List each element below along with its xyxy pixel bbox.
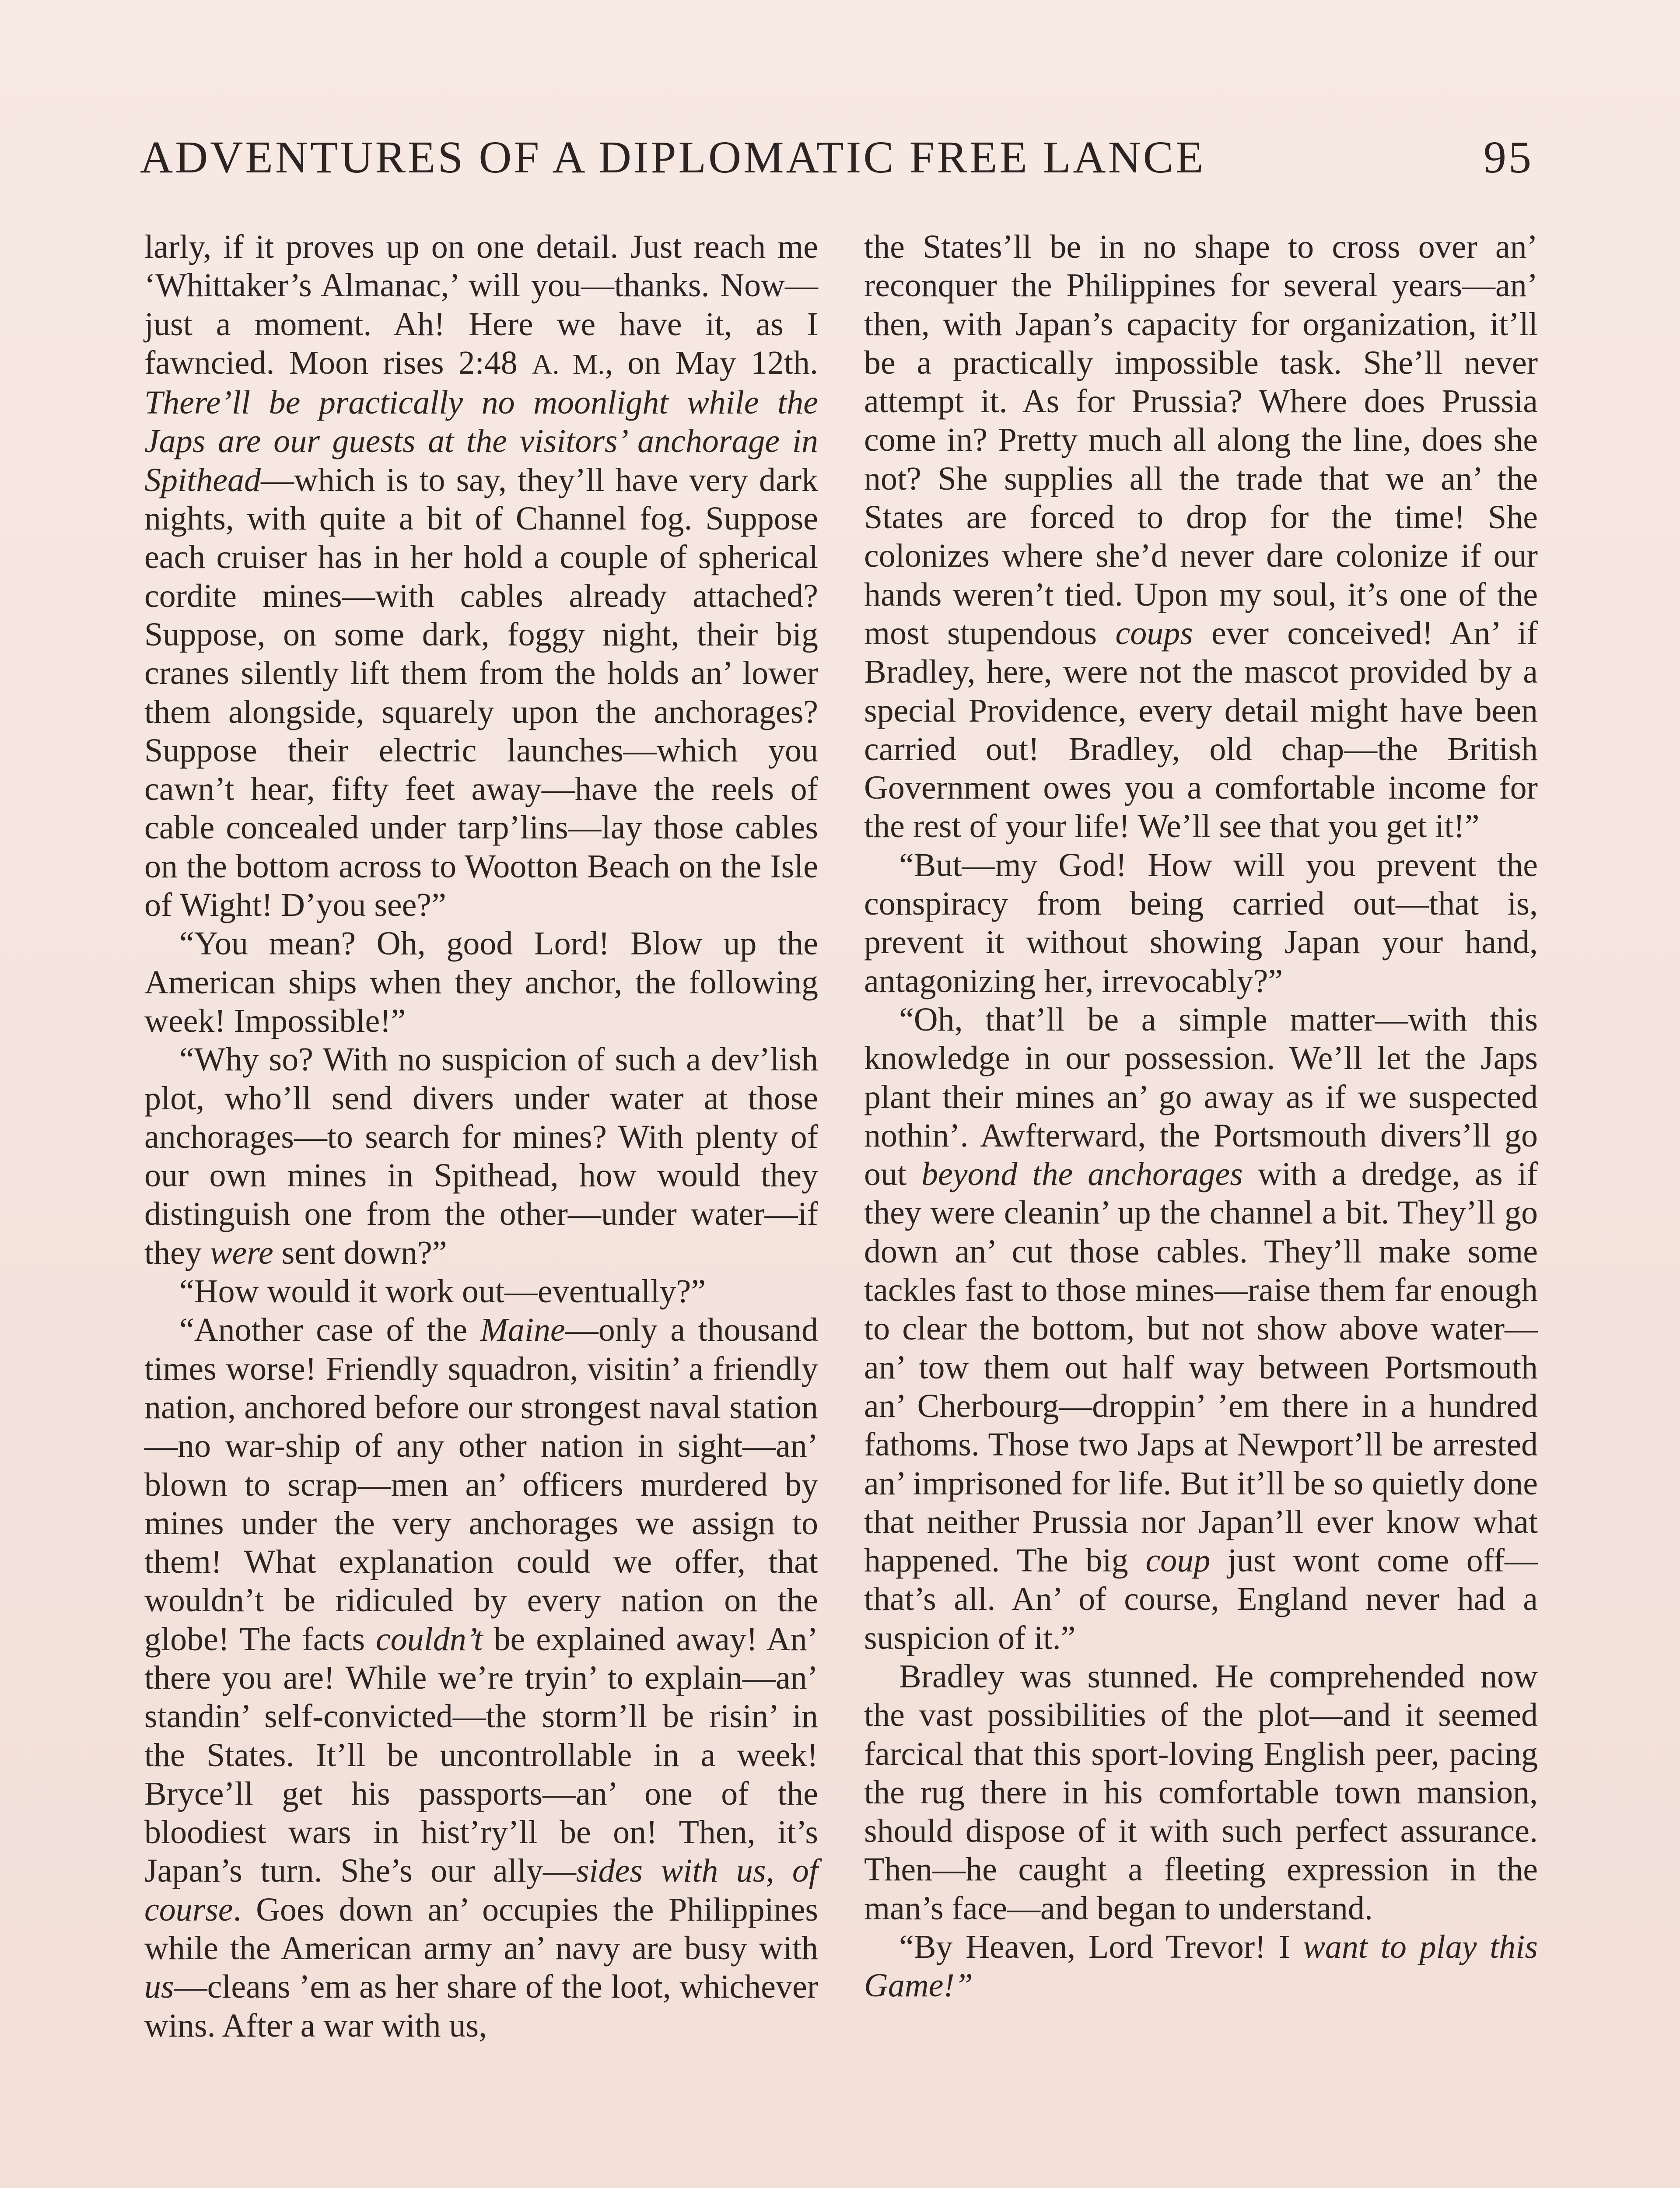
- text-run: the States’ll be in no shape to cross over an’ reconquer the Philippines for several years—an’ then, with Japan’s capacity for organization, it’ll be a practically impossible task. She’ll never attempt it. As for Prussia? Where does Prussia come in? Pretty much all along the line, does she not? She supplies all the trade that we an’ the States are forced to drop for the time! She colonizes where she’d never dare colonize if our hands weren’t tied. Upon my soul, it’s one of the most stupendous: [864, 228, 1538, 652]
- right-column: [864, 228, 1538, 2188]
- text-run: —which is to say, they’ll have very dark nights, with quite a bit of Channel fog. Suppose each cruiser has in her hold a couple of spherical cordite mines—with cables already attached? Suppose, on some dark, foggy night, their big cranes silently lift them from the holds an’ lower them alongside, squarely upon the anchorages? Suppose their electric launches—which you cawn’t hear, fifty feet away—have the reels of cable concealed under tarp’lins—lay those cables on the bottom across to Wootton Beach on the Isle of Wight! D’you see?”: [144, 461, 818, 924]
- paragraph: [864, 228, 1538, 846]
- paragraph: [864, 1928, 1538, 2005]
- text-run: “Oh, that’ll be a simple matter—with this knowledge in our possession. We’ll let the Japs plant their mines an’ go away as if we suspected nothin’. Awfterward, the Portsmouth divers’ll go out: [864, 1001, 1538, 1193]
- italic-text: Maine: [480, 1311, 565, 1349]
- italic-text: beyond the anchorages: [921, 1156, 1243, 1193]
- italic-text: were: [210, 1234, 273, 1271]
- text-run: “Why so? With no suspicion of such a dev’lish plot, who’ll send divers under water at those anchorages—to search for mines? With plenty of our own mines in Spithead, how would they distinguish one from the other—under water—if they: [144, 1041, 818, 1271]
- text-run: larly, if it proves up on one detail. Just reach me ‘Whittaker’s Almanac,’ will you—thanks. Now—just a moment. Ah! Here we have it, as I fawncied. Moon rises 2:48: [144, 228, 818, 381]
- paragraph: [864, 1657, 1538, 1928]
- text-run: “Another case of the: [179, 1311, 480, 1349]
- running-title: ADVENTURES OF A DIPLOMATIC FREE LANCE: [140, 132, 1206, 182]
- paragraph: [144, 228, 818, 924]
- text-run: sent down?”: [273, 1234, 447, 1271]
- italic-text: coups: [1115, 614, 1193, 652]
- text-run: “How would it work out—eventually?”: [179, 1273, 706, 1310]
- italic-text: want to play this Game!”: [864, 1929, 1538, 2004]
- text-run: A. M.: [532, 348, 605, 380]
- italic-text: us: [144, 1968, 174, 2006]
- text-run: “But—my God! How will you prevent the conspiracy from being carried out—that is, prevent it without showing Japan your hand, antagonizing her, irrevocably?”: [864, 846, 1538, 999]
- text-columns: [144, 228, 1538, 2188]
- text-run: ever conceived! An’ if Bradley, here, were not the mascot provided by a special Providence, every detail might have been carried out! Bradley, old chap—the British Government owes you a comfortable income for the rest of your life! We’ll see that you get it!”: [864, 614, 1538, 845]
- text-run: —cleans ’em as her share of the loot, whichever wins. After a war with us,: [144, 1968, 818, 2044]
- text-run: , on May 12th.: [605, 344, 818, 381]
- running-header: [140, 131, 1533, 188]
- text-run: be explained away! An’ there you are! While we’re tryin’ to explain—an’ standin’ self-convicted—the storm’ll be risin’ in the States. It’ll be uncontrollable in a week! Bryce’ll get his passports—an’ one of the bloodiest wars in hist’ry’ll be on! Then, it’s Japan’s turn. She’s our ally—: [144, 1620, 818, 1890]
- left-column: [144, 228, 818, 2188]
- text-run: Bradley was stunned. He comprehended now the vast possibilities of the plot—and it seemed farcical that this sport-loving English peer, pacing the rug there in his comfortable town mansion, should dispose of it with such perfect assurance. Then—he caught a fleeting expression in the man’s face—and began to understand.: [864, 1658, 1538, 1927]
- italic-text: couldn’t: [375, 1620, 483, 1658]
- paragraph: [864, 846, 1538, 1000]
- paragraph: [144, 1311, 818, 2045]
- paragraph: [144, 1272, 818, 1311]
- italic-text: There’ll be practically no moonlight while the Japs are our guests at the visitors’ anchorage in Spithead: [144, 384, 818, 498]
- text-run: —only a thousand times worse! Friendly squadron, visitin’ a friendly nation, anchored before our strongest naval station—no war-ship of any other nation in sight—an’ blown to scrap—men an’ officers murdered by mines under the very anchorages we assign to them! What explanation could we offer, that wouldn’t be ridiculed by every nation on the globe! The facts: [144, 1311, 818, 1658]
- paragraph: [144, 924, 818, 1040]
- text-run: “You mean? Oh, good Lord! Blow up the American ships when they anchor, the following week! Impossible!”: [144, 925, 818, 1039]
- paragraph: [144, 1040, 818, 1272]
- text-run: with a dredge, as if they were cleanin’ up the channel a bit. They’ll go down an’ cut those cables. They’ll make some tackles fast to those mines—raise them far enough to clear the bottom, but not show above water—an’ tow them out half way between Portsmouth an’ Cherbourg—droppin’ ’em there in a hundred fathoms. Those two Japs at Newport’ll be arrested an’ imprisoned for life. But it’ll be so quietly done that neither Prussia nor Japan’ll ever know what happened. The big: [864, 1156, 1538, 1579]
- text-run: just wont come off—that’s all. An’ of course, England never had a suspicion of it.”: [864, 1542, 1538, 1656]
- page-number: 95: [1484, 132, 1533, 182]
- text-run: . Goes down an’ occupies the Philippines while the American army an’ navy are busy with: [144, 1891, 818, 1967]
- italic-text: coup: [1145, 1542, 1211, 1579]
- italic-text: sides with us, of course: [144, 1852, 818, 1928]
- text-run: “By Heaven, Lord Trevor! I: [899, 1929, 1303, 1966]
- paragraph: [864, 1000, 1538, 1657]
